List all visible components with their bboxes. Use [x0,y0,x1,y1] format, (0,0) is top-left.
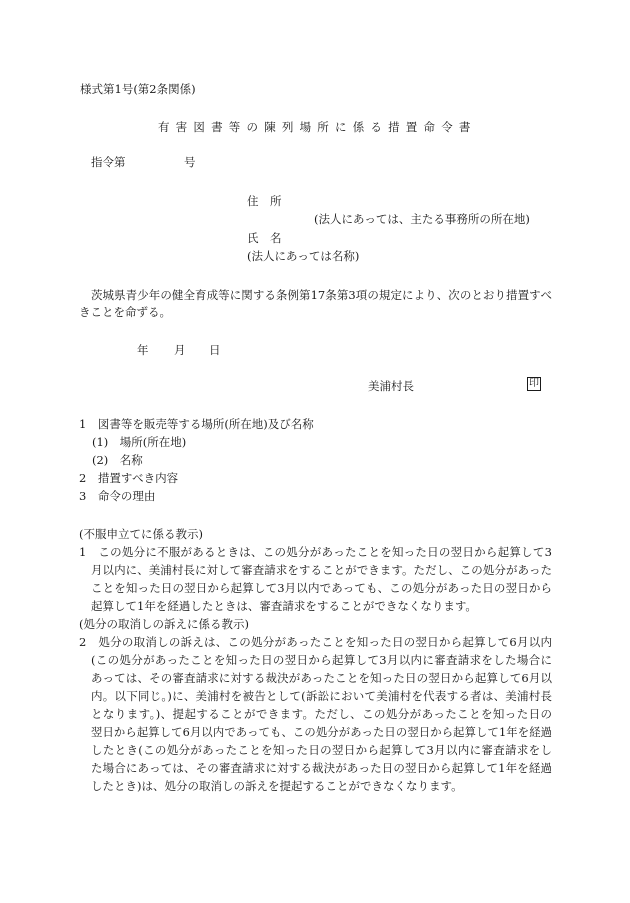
seal-mark: 印 [529,378,539,389]
revocation-line: あっては、その審査請求に対する裁決があったことを知った日の翌日から起算して6月以 [91,671,552,685]
revocation-line: 内。以下同じ。)に、美浦村を被告として(訴訟において美浦村を代表する者は、美浦村長 [91,689,552,703]
appeal-line: 月以内に、美浦村長に対して審査請求をすることができます。ただし、この処分があった [91,563,552,577]
appeal-heading: (不服申立てに係る教示) [79,527,203,541]
body-line-2: きことを命ずる。 [79,305,171,319]
date-month: 月 [174,343,186,357]
revocation-line: 2 処分の取消しの訴えは、この処分があったことを知った日の翌日から起算して6月以内 [79,635,552,649]
item-1-1: (1) 場所(所在地) [92,435,187,449]
revocation-line: 翌日から起算して6月以内であっても、この処分があった日の翌日から起算して1年を経過 [91,725,552,739]
revocation-line: た場合にあっては、その審査請求に対する裁決があった日の翌日から起算して1年を経過 [91,761,552,775]
appeal-line: ことを知った日の翌日から起算して3月以内であっても、この処分があった日の翌日から [91,581,552,595]
form-number: 様式第1号(第2条関係) [80,82,196,96]
item-2: 2 措置すべき内容 [79,471,179,485]
revocation-line: (この処分があったことを知った日の翌日から起算して3月以内に審査請求をした場合に [91,653,552,667]
revocation-line: となります。)、提起することができます。ただし、この処分があったことを知った日の [91,707,552,721]
date-day: 日 [209,343,221,357]
item-1-2: (2) 名称 [92,453,143,467]
item-1: 1 図書等を販売等する場所(所在地)及び名称 [79,417,314,431]
appeal-line: 起算して1年を経過したときは、審査請求をすることができなくなります。 [91,599,477,613]
item-3: 3 命令の理由 [79,489,156,503]
directive-number-prefix: 指令第 [91,155,126,169]
body-line-1: 茨城県青少年の健全育成等に関する条例第17条第3項の規定により、次のとおり措置すべ [91,288,552,302]
name-label: 氏 名 [247,231,282,245]
revocation-line: したとき)は、処分の取消しの訴えを提起することができなくなります。 [91,779,463,793]
name-note: (法人にあっては名称) [247,249,360,263]
address-label: 住 所 [247,194,282,208]
appeal-line: 1 この処分に不服があるときは、この処分があったことを知った日の翌日から起算して3 [79,545,552,559]
date-year: 年 [137,343,149,357]
directive-number-suffix: 号 [184,155,196,169]
revocation-line: したとき(この処分があったことを知った日の翌日から起算して3月以内に審査請求をし [91,743,552,757]
revocation-heading: (処分の取消しの訴えに係る教示) [79,617,249,631]
address-note: (法人にあっては、主たる事務所の所在地) [314,212,530,226]
issuer-name: 美浦村長 [368,379,414,393]
document-title: 有害図書等の陳列場所に係る措置命令書 [158,120,477,134]
